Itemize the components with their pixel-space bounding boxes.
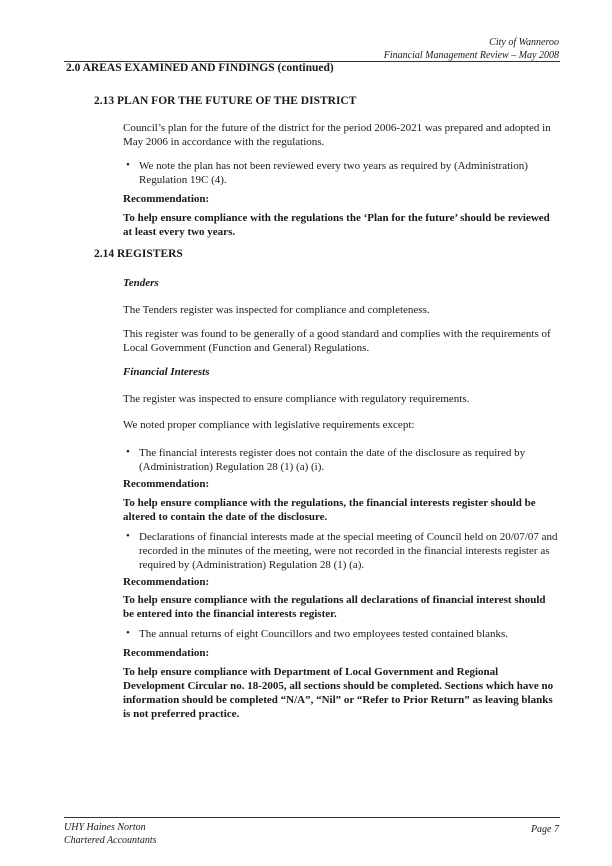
recommendation-text: To help ensure compliance with the regulations all declarations of financial interest should be entered into the financial interests register.	[123, 594, 546, 620]
subheading-financial-interests: Financial Interests	[123, 366, 210, 378]
footer-subtitle: Chartered Accountants	[64, 835, 157, 846]
bullet-icon: •	[126, 530, 130, 542]
paragraph-register-inspected: The register was inspected to ensure compliance with regulatory requirements.	[123, 393, 470, 405]
bullet-annual-returns-blanks: The annual returns of eight Councillors and two employees tested contained blanks.	[139, 628, 509, 640]
header-city: City of Wanneroo	[489, 37, 559, 48]
footer-firm: UHY Haines Norton	[64, 822, 146, 833]
bullet-icon: •	[126, 159, 130, 171]
bullet-icon: •	[126, 446, 130, 458]
page-number: Page 7	[530, 824, 559, 835]
recommendation-text: To help ensure compliance with Department of Local Government and Regional Development Circular no. 18-2005, all sections should be completed. Sections which have no information should be completed “N/A”, “Nil” or “Refer to Prior Return” as leaving blanks is not preferred practice.	[123, 666, 554, 720]
header-review-title: Financial Management Review – May 2008	[383, 50, 559, 61]
recommendation-text: To help ensure compliance with the regulations, the financial interests register should be altered to contain the date of the disclosure.	[123, 497, 536, 523]
recommendation-text: To help ensure compliance with the regulations the ‘Plan for the future’ should be reviewed at least every two years.	[123, 212, 550, 238]
subheading-tenders: Tenders	[123, 277, 159, 289]
footer-divider	[64, 817, 560, 818]
heading-2-13: 2.13 PLAN FOR THE FUTURE OF THE DISTRICT	[94, 95, 357, 107]
bullet-declarations-not-recorded: Declarations of financial interests made at the special meeting of Council held on 20/07/07 and recorded in the minutes of the meeting, were not recorded in the financial interests register as required by (Administration) Regulation 28 (1) (a).	[139, 531, 558, 571]
bullet-plan-not-reviewed: We note the plan has not been reviewed every two years as required by (Administration) Regulation 19C (4).	[139, 160, 528, 186]
heading-2-14: 2.14 REGISTERS	[94, 248, 183, 260]
section-title: 2.0 AREAS EXAMINED AND FINDINGS (continued)	[66, 62, 334, 74]
recommendation-label: Recommendation:	[123, 647, 210, 659]
bullet-icon: •	[126, 627, 130, 639]
paragraph-plan-adopted: Council’s plan for the future of the district for the period 2006-2021 was prepared and adopted in May 2006 in accordance with the regulations.	[123, 122, 551, 148]
bullet-no-disclosure-date: The financial interests register does not contain the date of the disclosure as required by (Administration) Regulation 28 (1) (a) (i).	[139, 447, 526, 473]
paragraph-compliance-except: We noted proper compliance with legislative requirements except:	[123, 419, 415, 431]
recommendation-label: Recommendation:	[123, 576, 210, 588]
paragraph-tenders-standard: This register was found to be generally of a good standard and complies with the requirements of Local Government (Function and General) Regulations.	[123, 328, 551, 354]
recommendation-label: Recommendation:	[123, 193, 210, 205]
paragraph-tenders-inspected: The Tenders register was inspected for compliance and completeness.	[123, 304, 430, 316]
recommendation-label: Recommendation:	[123, 478, 210, 490]
